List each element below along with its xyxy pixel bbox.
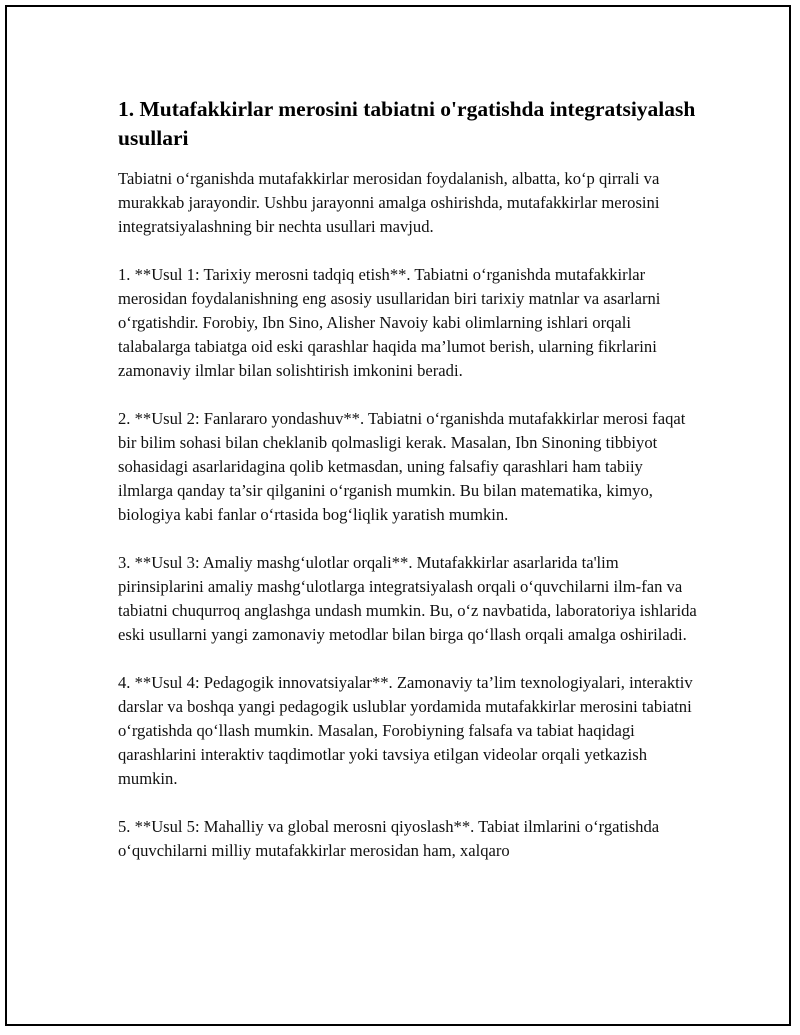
method-5-paragraph: 5. **Usul 5: Mahalliy va global merosni qiyoslash**. Tabiat ilmlarini o‘rgatishda o‘quvchilarni milliy mutafakkirlar merosidan ham, xalqaro <box>118 817 660 860</box>
intro-paragraph: Tabiatni o‘rganishda mutafakkirlar merosidan foydalanish, albatta, ko‘p qirrali va murakkab jarayondir. Ushbu jarayonni amalga oshirishda, mutafakkirlar merosini integratsiyalashning bir nechta usullari mavjud. <box>118 169 660 236</box>
method-2-paragraph: 2. **Usul 2: Fanlararo yondashuv**. Tabiatni o‘rganishda mutafakkirlar merosi faqat bir bilim sohasi bilan cheklanib qolmasligi kerak. Masalan, Ibn Sinoning tibbiyot sohasidagi asarlaridagina qolib ketmasdan, uning falsafiy qarashlari ham tabiiy ilmlarga qanday ta’sir qilganini o‘rganish mumkin. Bu bilan matematika, kimyo, biologiya kabi fanlar o‘rtasida bog‘liqlik yaratish mumkin. <box>118 409 686 524</box>
document-body <box>118 95 698 887</box>
method-4-paragraph: 4. **Usul 4: Pedagogik innovatsiyalar**. Zamonaviy ta’lim texnologiyalari, interaktiv darslar va boshqa yangi pedagogik uslublar yordamida mutafakkirlar merosini tabiatni o‘rgatishda qo‘llash mumkin. Masalan, Forobiyning falsafa va tabiat haqidagi qarashlarini interaktiv taqdimotlar yoki tavsiya etilgan videolar orqali yetkazish mumkin. <box>118 673 693 788</box>
method-3-paragraph: 3. **Usul 3: Amaliy mashg‘ulotlar orqali**. Mutafakkirlar asarlarida ta'lim pirinsiplarini amaliy mashg‘ulotlarga integratsiyalash orqali o‘quvchilarni ilm-fan va tabiatni chuqurroq anglashga undash mumkin. Bu, o‘z navbatida, laboratoriya ishlarida eski usullarni yangi zamonaviy metodlar bilan birga qo‘llash orqali amalga oshiriladi. <box>118 553 697 644</box>
section-heading: 1. Mutafakkirlar merosini tabiatni o'rgatishda integratsiyalash usullari <box>118 97 696 150</box>
method-1-paragraph: 1. **Usul 1: Tarixiy merosni tadqiq etish**. Tabiatni o‘rganishda mutafakkirlar merosidan foydalanishning eng asosiy usullaridan biri tarixiy matnlar va asarlarni o‘rgatishdir. Forobiy, Ibn Sino, Alisher Navoiy kabi olimlarning ishlari orqali talabalarga tabiatga oid eski qarashlar haqida ma’lumot berish, ularning fikrlarini zamonaviy ilmlar bilan solishtirish imkonini beradi. <box>118 265 661 380</box>
